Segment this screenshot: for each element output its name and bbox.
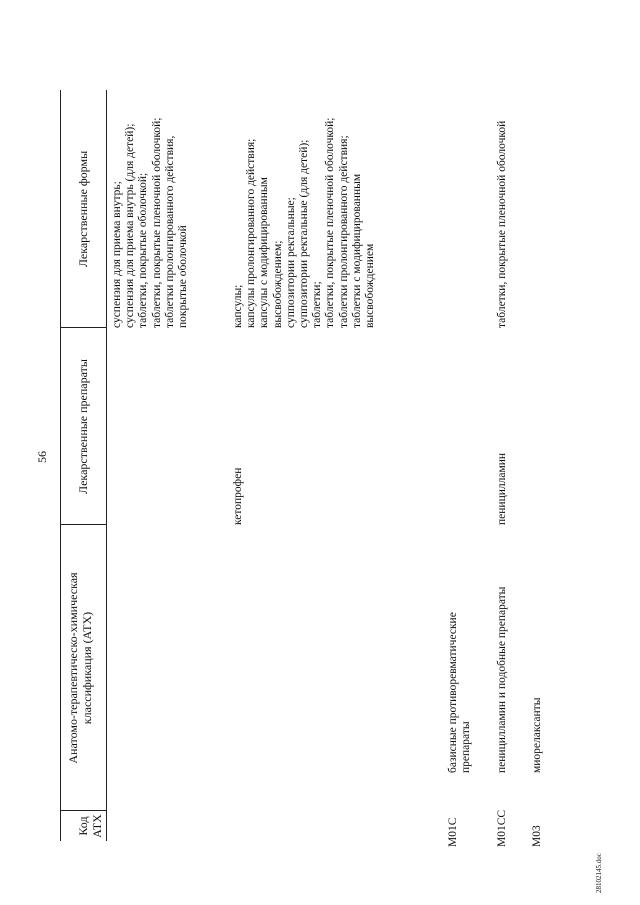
header-classification-line2: классификация (АТХ) <box>80 611 94 725</box>
form-line: таблетки пролонгированного действия; <box>337 135 350 328</box>
form-line: высвобождением; <box>271 240 284 328</box>
row4-forms: таблетки, покрытые пленочной оболочкой <box>496 120 508 328</box>
form-line: капсулы пролонгированного действия; <box>245 138 258 328</box>
row4-drug: пеницилламин <box>496 452 508 525</box>
form-line: таблетки, покрытые оболочкой; <box>137 172 150 328</box>
row2-forms <box>232 118 377 329</box>
form-line: таблетки; <box>311 281 324 328</box>
header-code: Код АТХ <box>76 814 104 838</box>
form-line: высвобождением <box>364 243 377 328</box>
header-drugs: Лекарственные препараты <box>76 359 90 494</box>
classification-line: препараты <box>460 721 473 773</box>
row2-drug: кетопрофен <box>232 467 244 525</box>
row3-classification <box>447 612 473 773</box>
form-line: суппозитории ректальные; <box>284 197 297 328</box>
row5-code: M03 <box>531 825 543 847</box>
header-classification-line1: Анатомо-терапевтическо-химическая <box>66 572 80 764</box>
form-line: покрытые оболочкой <box>177 225 190 328</box>
footer-file-name: 28102145.doc <box>595 853 603 893</box>
header-forms: Лекарственные формы <box>76 150 90 268</box>
page-number: 56 <box>35 451 49 463</box>
form-line: таблетки, покрытые пленочной оболочкой; <box>324 117 337 328</box>
form-line: суспензия для приема внутрь; <box>111 181 123 328</box>
form-line: таблетки с модифицированным <box>350 173 363 328</box>
form-line: капсулы с модифицированным <box>258 177 271 328</box>
row5-classification: миорелаксанты <box>531 697 543 773</box>
row4-code: M01CC <box>496 809 508 847</box>
row1-forms <box>111 118 190 329</box>
form-line: суспензия для приема внутрь (для детей); <box>124 123 137 328</box>
row4-classification: пеницилламин и подобные препараты <box>496 586 508 773</box>
header-classification <box>66 525 94 811</box>
classification-line: базисные противоревматические <box>447 612 459 773</box>
form-line: таблетки пролонгированного действия, <box>163 135 176 328</box>
form-line: капсулы; <box>232 284 244 328</box>
form-line: таблетки, покрытые пленочной оболочкой; <box>150 117 163 328</box>
header-top-line <box>60 90 61 841</box>
form-line: суппозитории ректальные (для детей); <box>298 139 311 328</box>
row3-code: M01C <box>447 817 459 847</box>
header-bottom-line <box>106 90 107 841</box>
